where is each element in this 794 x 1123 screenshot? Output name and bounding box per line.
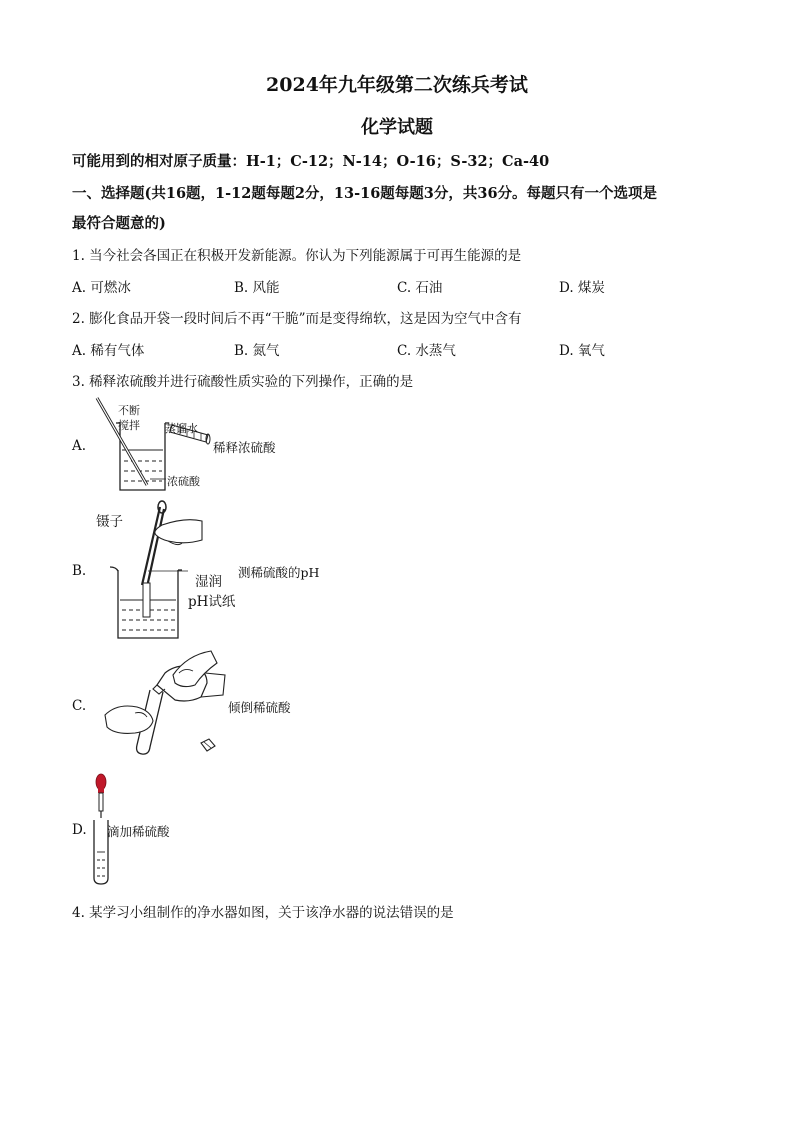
ph-paper-label: pH试纸 xyxy=(188,594,236,610)
q1-option-a[interactable]: A. 可燃冰 xyxy=(72,280,131,296)
q3-option-b[interactable]: B. xyxy=(72,563,87,579)
stir-label-2: 搅拌 xyxy=(118,419,140,432)
acid-label: 浓硫酸 xyxy=(167,475,200,488)
question-4-stem: 4. 某学习小组制作的净水器如图，关于该净水器的说法错误的是 xyxy=(72,905,454,921)
q2-option-d[interactable]: D. 氧气 xyxy=(559,343,605,359)
q1-option-b[interactable]: B. 风能 xyxy=(234,280,280,296)
question-3-stem: 3. 稀释浓硫酸并进行硫酸性质实验的下列操作，正确的是 xyxy=(72,374,414,390)
exam-title: 2024年九年级第二次练兵考试 xyxy=(266,74,528,96)
question-2-stem: 2. 膨化食品开袋一段时间后不再“干脆”而是变得绵软，这是因为空气中含有 xyxy=(72,311,522,327)
q2-option-c[interactable]: C. 水蒸气 xyxy=(397,343,456,359)
q3-b-caption: 测稀硫酸的pH xyxy=(238,565,320,580)
atomic-masses: 可能用到的相对原子质量：H-1；C-12；N-14；O-16；S-32；Ca-40 xyxy=(72,153,550,170)
q3-option-d[interactable]: D. xyxy=(72,822,87,838)
q3-a-caption: 稀释浓硫酸 xyxy=(213,440,276,455)
q3-c-caption: 倾倒稀硫酸 xyxy=(228,700,291,715)
q3-option-c[interactable]: C. xyxy=(72,698,87,714)
q1-option-c[interactable]: C. 石油 xyxy=(397,280,443,296)
q1-option-d[interactable]: D. 煤炭 xyxy=(559,280,605,296)
q2-option-a[interactable]: A. 稀有气体 xyxy=(72,343,145,359)
exam-subtitle: 化学试题 xyxy=(361,117,433,138)
pouring-figure xyxy=(95,645,235,755)
question-1-stem: 1. 当今社会各国正在积极开发新能源。你认为下列能源属于可再生能源的是 xyxy=(72,248,522,264)
q2-option-b[interactable]: B. 氮气 xyxy=(234,343,280,359)
water-label: 蒸馏水 xyxy=(165,422,198,435)
section-heading-cont: 最符合题意的) xyxy=(72,215,166,232)
q3-option-a[interactable]: A. xyxy=(72,438,87,454)
stir-label-1: 不断 xyxy=(118,404,140,417)
tweezers-label: 镊子 xyxy=(96,514,123,530)
wet-label: 湿润 xyxy=(195,574,222,590)
q3-d-caption: 滴加稀硫酸 xyxy=(107,824,170,839)
section-heading: 一、选择题(共16题，1-12题每题2分，13-16题每题3分，共36分。每题只有一个选项是 xyxy=(72,185,658,202)
